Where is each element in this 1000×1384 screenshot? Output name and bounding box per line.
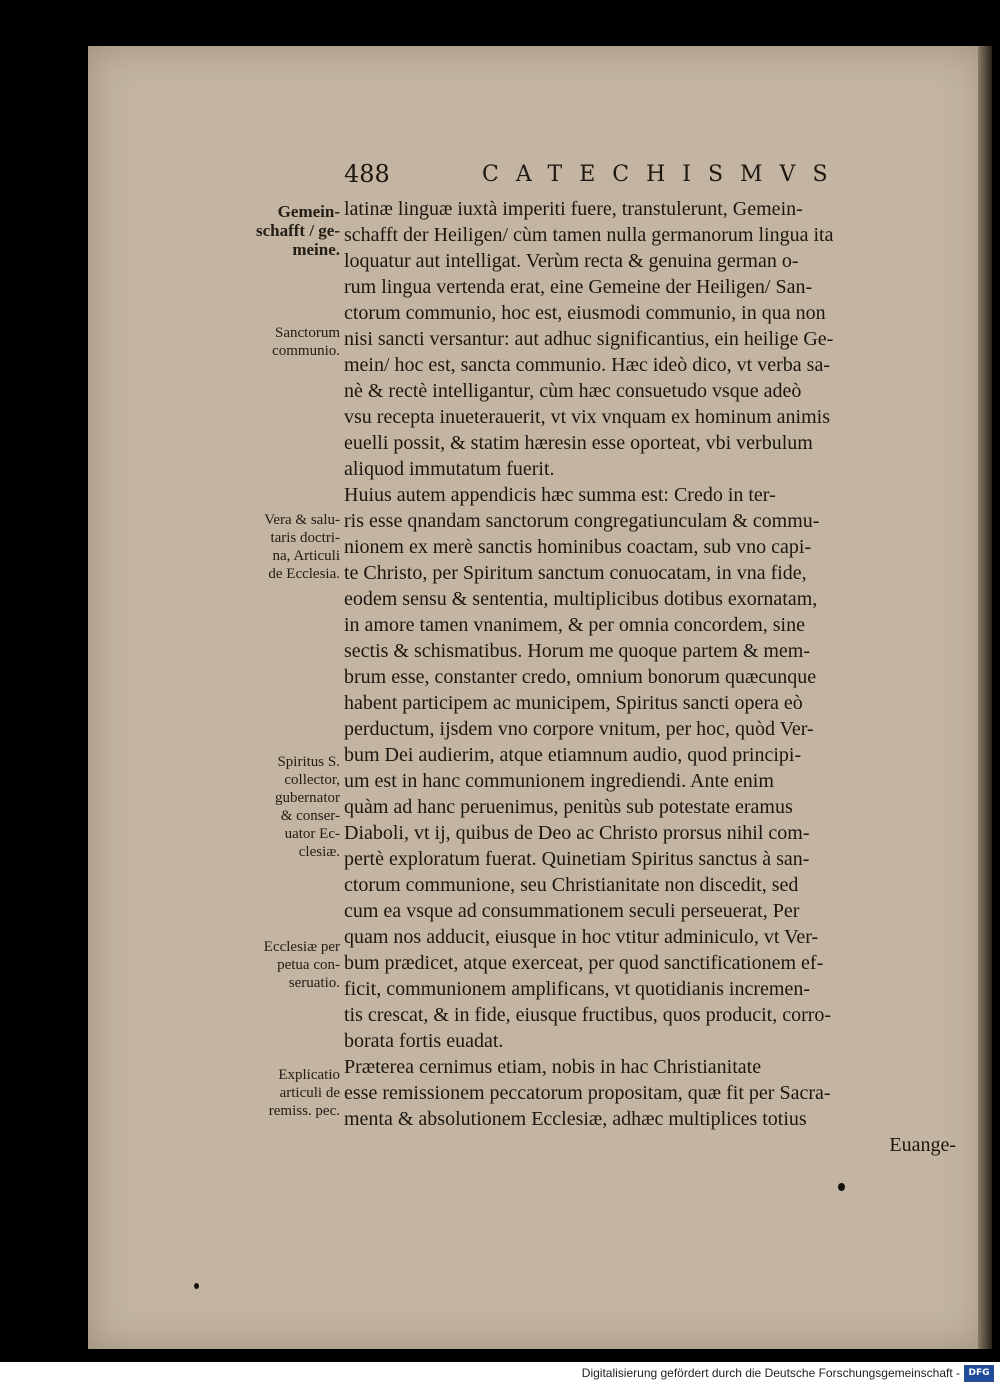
text-line: bum prædicet, atque exerceat, per quod sanctificationem ef- — [344, 952, 824, 974]
text-line: sectis & schismatibus. Horum me quoque partem & mem- — [344, 640, 811, 662]
text-line: loquatur aut intelligat. Verùm recta & genuina german o- — [344, 250, 799, 272]
marginal-note-spiritus — [236, 753, 340, 861]
text-line: te Christo, per Spiritum sanctum conuocatam, in vna fide, — [344, 562, 807, 584]
text-line: latinæ linguæ iuxtà imperiti fuere, transtulerunt, Gemein- — [344, 198, 803, 220]
text-line: aliquod immutatum fuerit. — [344, 458, 555, 480]
text-line: nisi sancti versantur: aut adhuc significantius, ein heilige Ge- — [344, 328, 834, 350]
text-line: nionem ex merè sanctis hominibus coactam, sub vno capi- — [344, 536, 812, 558]
marginal-line: collector, — [284, 772, 340, 788]
text-line: Diaboli, vt ij, quibus de Deo ac Christo prorsus nihil com- — [344, 822, 810, 844]
marginal-line: Sanctorum — [275, 325, 340, 341]
text-line: quàm ad hanc peruenimus, penitùs sub potestate eramus — [344, 796, 793, 818]
text-line: habent participem ac municipem, Spiritus sancti opera eò — [344, 692, 803, 714]
page-number: 488 — [344, 160, 390, 188]
marginal-line: communio. — [272, 343, 340, 359]
text-line: esse remissionem peccatorum propositam, quæ fit per Sacra- — [344, 1082, 831, 1104]
marginal-line: clesiæ. — [298, 844, 340, 860]
text-line: ctorum communio, hoc est, eiusmodi communio, in qua non — [344, 302, 826, 324]
text-line: nè & rectè intelligantur, cùm hæc consuetudo vsque adeò — [344, 380, 802, 402]
text-line: schafft der Heiligen/ cùm tamen nulla germanorum lingua ita — [344, 224, 834, 246]
text-line: mein/ hoc est, sancta communio. Hæc ideò dico, vt verba sa- — [344, 354, 830, 376]
marginal-line: uator Ec- — [284, 826, 340, 842]
text-line: Præterea cernimus etiam, nobis in hac Christianitate — [344, 1056, 762, 1078]
marginal-line: & conser- — [280, 808, 340, 824]
text-line: tis crescat, & in fide, eiusque fructibus, quos producit, corro- — [344, 1004, 832, 1026]
running-title: CATECHISMVS — [482, 162, 845, 187]
text-line: cum ea vsque ad consummationem seculi perseuerat, Per — [344, 900, 800, 922]
marginal-line: de Ecclesia. — [268, 566, 340, 582]
text-line: bum Dei audierim, atque etiamnum audio, quod principi- — [344, 744, 802, 766]
text-line: in amore tamen vnanimem, & per omnia concordem, sine — [344, 614, 805, 636]
text-line: ctorum communione, seu Christianitate non discedit, sed — [344, 874, 799, 896]
text-line: Huius autem appendicis hæc summa est: Credo in ter- — [344, 484, 776, 506]
marginal-line: Ecclesiæ per — [263, 939, 340, 955]
funding-credit: Digitalisierung gefördert durch die Deutsche Forschungsgemeinschaft - — [581, 1366, 960, 1380]
marginal-line: taris doctri- — [270, 530, 340, 546]
text-line: menta & absolutionem Ecclesiæ, adhæc multiplices totius — [344, 1108, 807, 1130]
marginal-line: Gemein- — [277, 202, 340, 221]
marginal-line: Explicatio — [278, 1067, 340, 1083]
marginal-line: petua con- — [277, 957, 340, 973]
marginal-line: schafft / ge- — [255, 221, 340, 240]
marginal-note-sanctorum — [236, 324, 340, 360]
text-line: ris esse qnandam sanctorum congregatiunculam & commu- — [344, 510, 820, 532]
ink-spot — [838, 1183, 845, 1191]
text-line: brum esse, constanter credo, omnium bonorum quæcunque — [344, 666, 817, 688]
text-line: pertè exploratum fuerat. Quinetiam Spiritus sanctus à san- — [344, 848, 810, 870]
marginal-line: meine. — [292, 240, 340, 259]
text-line: borata fortis euadat. — [344, 1030, 504, 1052]
marginal-note-ecclesiae — [236, 938, 340, 992]
main-text-block — [344, 196, 964, 1158]
marginal-line: gubernator — [275, 790, 340, 806]
text-line: rum lingua vertenda erat, eine Gemeine der Heiligen/ San- — [344, 276, 813, 298]
digitization-footer — [0, 1362, 1000, 1384]
text-line: um est in hanc communionem ingrediendi. Ante enim — [344, 770, 774, 792]
dfg-logo: DFG — [964, 1365, 994, 1382]
marginal-line: Vera & salu- — [264, 512, 340, 528]
text-line: eodem sensu & sententia, multiplicibus dotibus exornatam, — [344, 588, 818, 610]
marginal-note-gemeinschafft — [236, 202, 340, 259]
text-line: quam nos adducit, eiusque in hoc vtitur adminiculo, vt Ver- — [344, 926, 819, 948]
marginal-note-vera-doctrina — [236, 511, 340, 583]
page-edge — [978, 46, 992, 1349]
catchword: Euange- — [889, 1134, 956, 1156]
text-line: euelli possit, & statim hæresin esse oporteat, vbi verbulum — [344, 432, 813, 454]
marginal-line: seruatio. — [288, 975, 340, 991]
marginal-line: articuli de — [279, 1085, 340, 1101]
marginal-line: na, Articuli — [272, 548, 340, 564]
text-line: perductum, ijsdem vno corpore vnitum, per hoc, quòd Ver- — [344, 718, 814, 740]
text-line: vsu recepta inueterauerit, vt vix vnquam ex hominum animis — [344, 406, 830, 428]
marginal-line: Spiritus S. — [277, 754, 340, 770]
page-header — [0, 160, 1000, 200]
ink-spot — [194, 1283, 199, 1289]
marginal-note-explicatio — [236, 1066, 340, 1120]
text-line: ficit, communionem amplificans, vt quotidianis incremen- — [344, 978, 810, 1000]
marginal-line: remiss. pec. — [268, 1103, 340, 1119]
